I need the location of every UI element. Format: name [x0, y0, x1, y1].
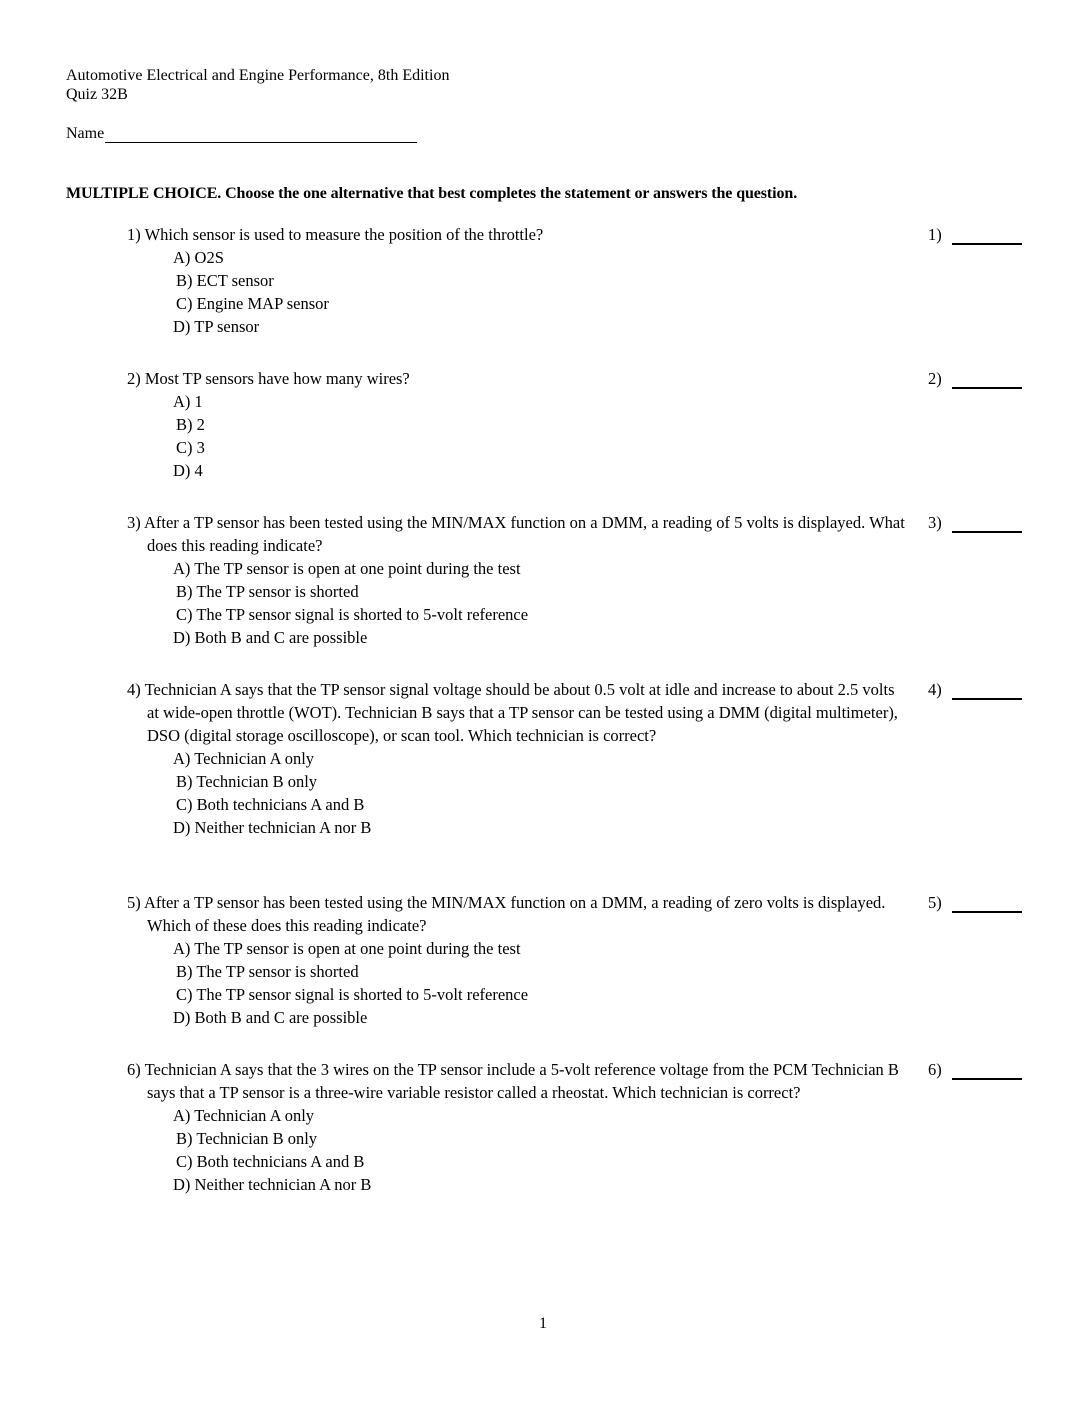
- answer-blank[interactable]: [952, 373, 1022, 389]
- answer-blank[interactable]: [952, 229, 1022, 245]
- choice-list: [127, 390, 907, 482]
- question-2: [127, 367, 907, 482]
- question-4: [127, 678, 907, 839]
- choice-d: D) TP sensor: [173, 317, 260, 336]
- question-5: [127, 891, 907, 1029]
- choice-b: B) Technician B only: [176, 772, 318, 791]
- page-number: 1: [539, 1315, 547, 1332]
- question-stem: 5) After a TP sensor has been tested using the MIN/MAX function on a DMM, a reading of zero volts is displayed. Which of these does this reading indicate?: [127, 893, 886, 935]
- choice-a: A) 1: [173, 392, 203, 411]
- choice-a: A) O2S: [173, 248, 224, 267]
- question-stem: 2) Most TP sensors have how many wires?: [127, 369, 410, 388]
- answer-number: 1): [928, 225, 942, 244]
- choice-d: D) Both B and C are possible: [173, 628, 368, 647]
- answer-number: 3): [928, 513, 942, 532]
- answer-slot-1: [928, 225, 1022, 245]
- section-instructions: MULTIPLE CHOICE. Choose the one alternative that best completes the statement or answers the question.: [66, 185, 798, 202]
- choice-c: C) The TP sensor signal is shorted to 5-volt reference: [176, 985, 529, 1004]
- choice-c: C) Both technicians A and B: [176, 1152, 365, 1171]
- choice-c: C) Both technicians A and B: [176, 795, 365, 814]
- question-stem: 4) Technician A says that the TP sensor signal voltage should be about 0.5 volt at idle and increase to about 2.5 volts at wide-open throttle (WOT). Technician B says that a TP sensor can be tested using a DMM (digital multimeter), DSO (digital storage oscilloscope), or scan tool. Which technician is correct?: [127, 680, 898, 745]
- answer-number: 5): [928, 893, 942, 912]
- answer-slot-2: [928, 369, 1022, 389]
- choice-list: [127, 747, 907, 839]
- answer-slot-3: [928, 513, 1022, 533]
- name-label: Name: [66, 125, 105, 142]
- choice-list: [127, 557, 907, 649]
- choice-c: C) The TP sensor signal is shorted to 5-volt reference: [176, 605, 529, 624]
- book-title: Automotive Electrical and Engine Performance, 8th Edition: [66, 67, 450, 84]
- answer-slot-5: [928, 893, 1022, 913]
- name-input-line[interactable]: [105, 125, 417, 143]
- answer-blank[interactable]: [952, 517, 1022, 533]
- choice-b: B) The TP sensor is shorted: [176, 582, 359, 601]
- answer-slot-6: [928, 1060, 1022, 1080]
- answer-number: 6): [928, 1060, 942, 1079]
- choice-b: B) 2: [176, 415, 205, 434]
- answer-blank[interactable]: [952, 1064, 1022, 1080]
- choice-d: D) Both B and C are possible: [173, 1008, 368, 1027]
- question-6: [127, 1058, 907, 1196]
- document-header: [66, 66, 449, 104]
- quiz-title: Quiz 32B: [66, 86, 128, 103]
- name-field-row: [66, 125, 417, 143]
- question-stem: 3) After a TP sensor has been tested using the MIN/MAX function on a DMM, a reading of 5 volts is displayed. What does this reading indicate?: [127, 513, 905, 555]
- question-stem: 1) Which sensor is used to measure the position of the throttle?: [127, 225, 544, 244]
- answer-blank[interactable]: [952, 684, 1022, 700]
- choice-b: B) ECT sensor: [176, 271, 274, 290]
- choice-b: B) Technician B only: [176, 1129, 318, 1148]
- choice-a: A) Technician A only: [173, 749, 315, 768]
- question-3: [127, 511, 907, 649]
- choice-b: B) The TP sensor is shorted: [176, 962, 359, 981]
- question-1: [127, 223, 907, 338]
- answer-blank[interactable]: [952, 897, 1022, 913]
- choice-d: D) Neither technician A nor B: [173, 818, 372, 837]
- answer-number: 2): [928, 369, 942, 388]
- choice-a: A) Technician A only: [173, 1106, 315, 1125]
- answer-number: 4): [928, 680, 942, 699]
- choice-c: C) 3: [176, 438, 205, 457]
- choice-a: A) The TP sensor is open at one point during the test: [173, 939, 521, 958]
- choice-list: [127, 937, 907, 1029]
- question-stem: 6) Technician A says that the 3 wires on the TP sensor include a 5-volt reference voltage from the PCM Technician B says that a TP sensor is a three-wire variable resistor called a rheostat. Which technician is correct?: [127, 1060, 899, 1102]
- choice-d: D) Neither technician A nor B: [173, 1175, 372, 1194]
- choice-list: [127, 246, 907, 338]
- choice-c: C) Engine MAP sensor: [176, 294, 329, 313]
- choice-list: [127, 1104, 907, 1196]
- choice-a: A) The TP sensor is open at one point during the test: [173, 559, 521, 578]
- answer-slot-4: [928, 680, 1022, 700]
- choice-d: D) 4: [173, 461, 203, 480]
